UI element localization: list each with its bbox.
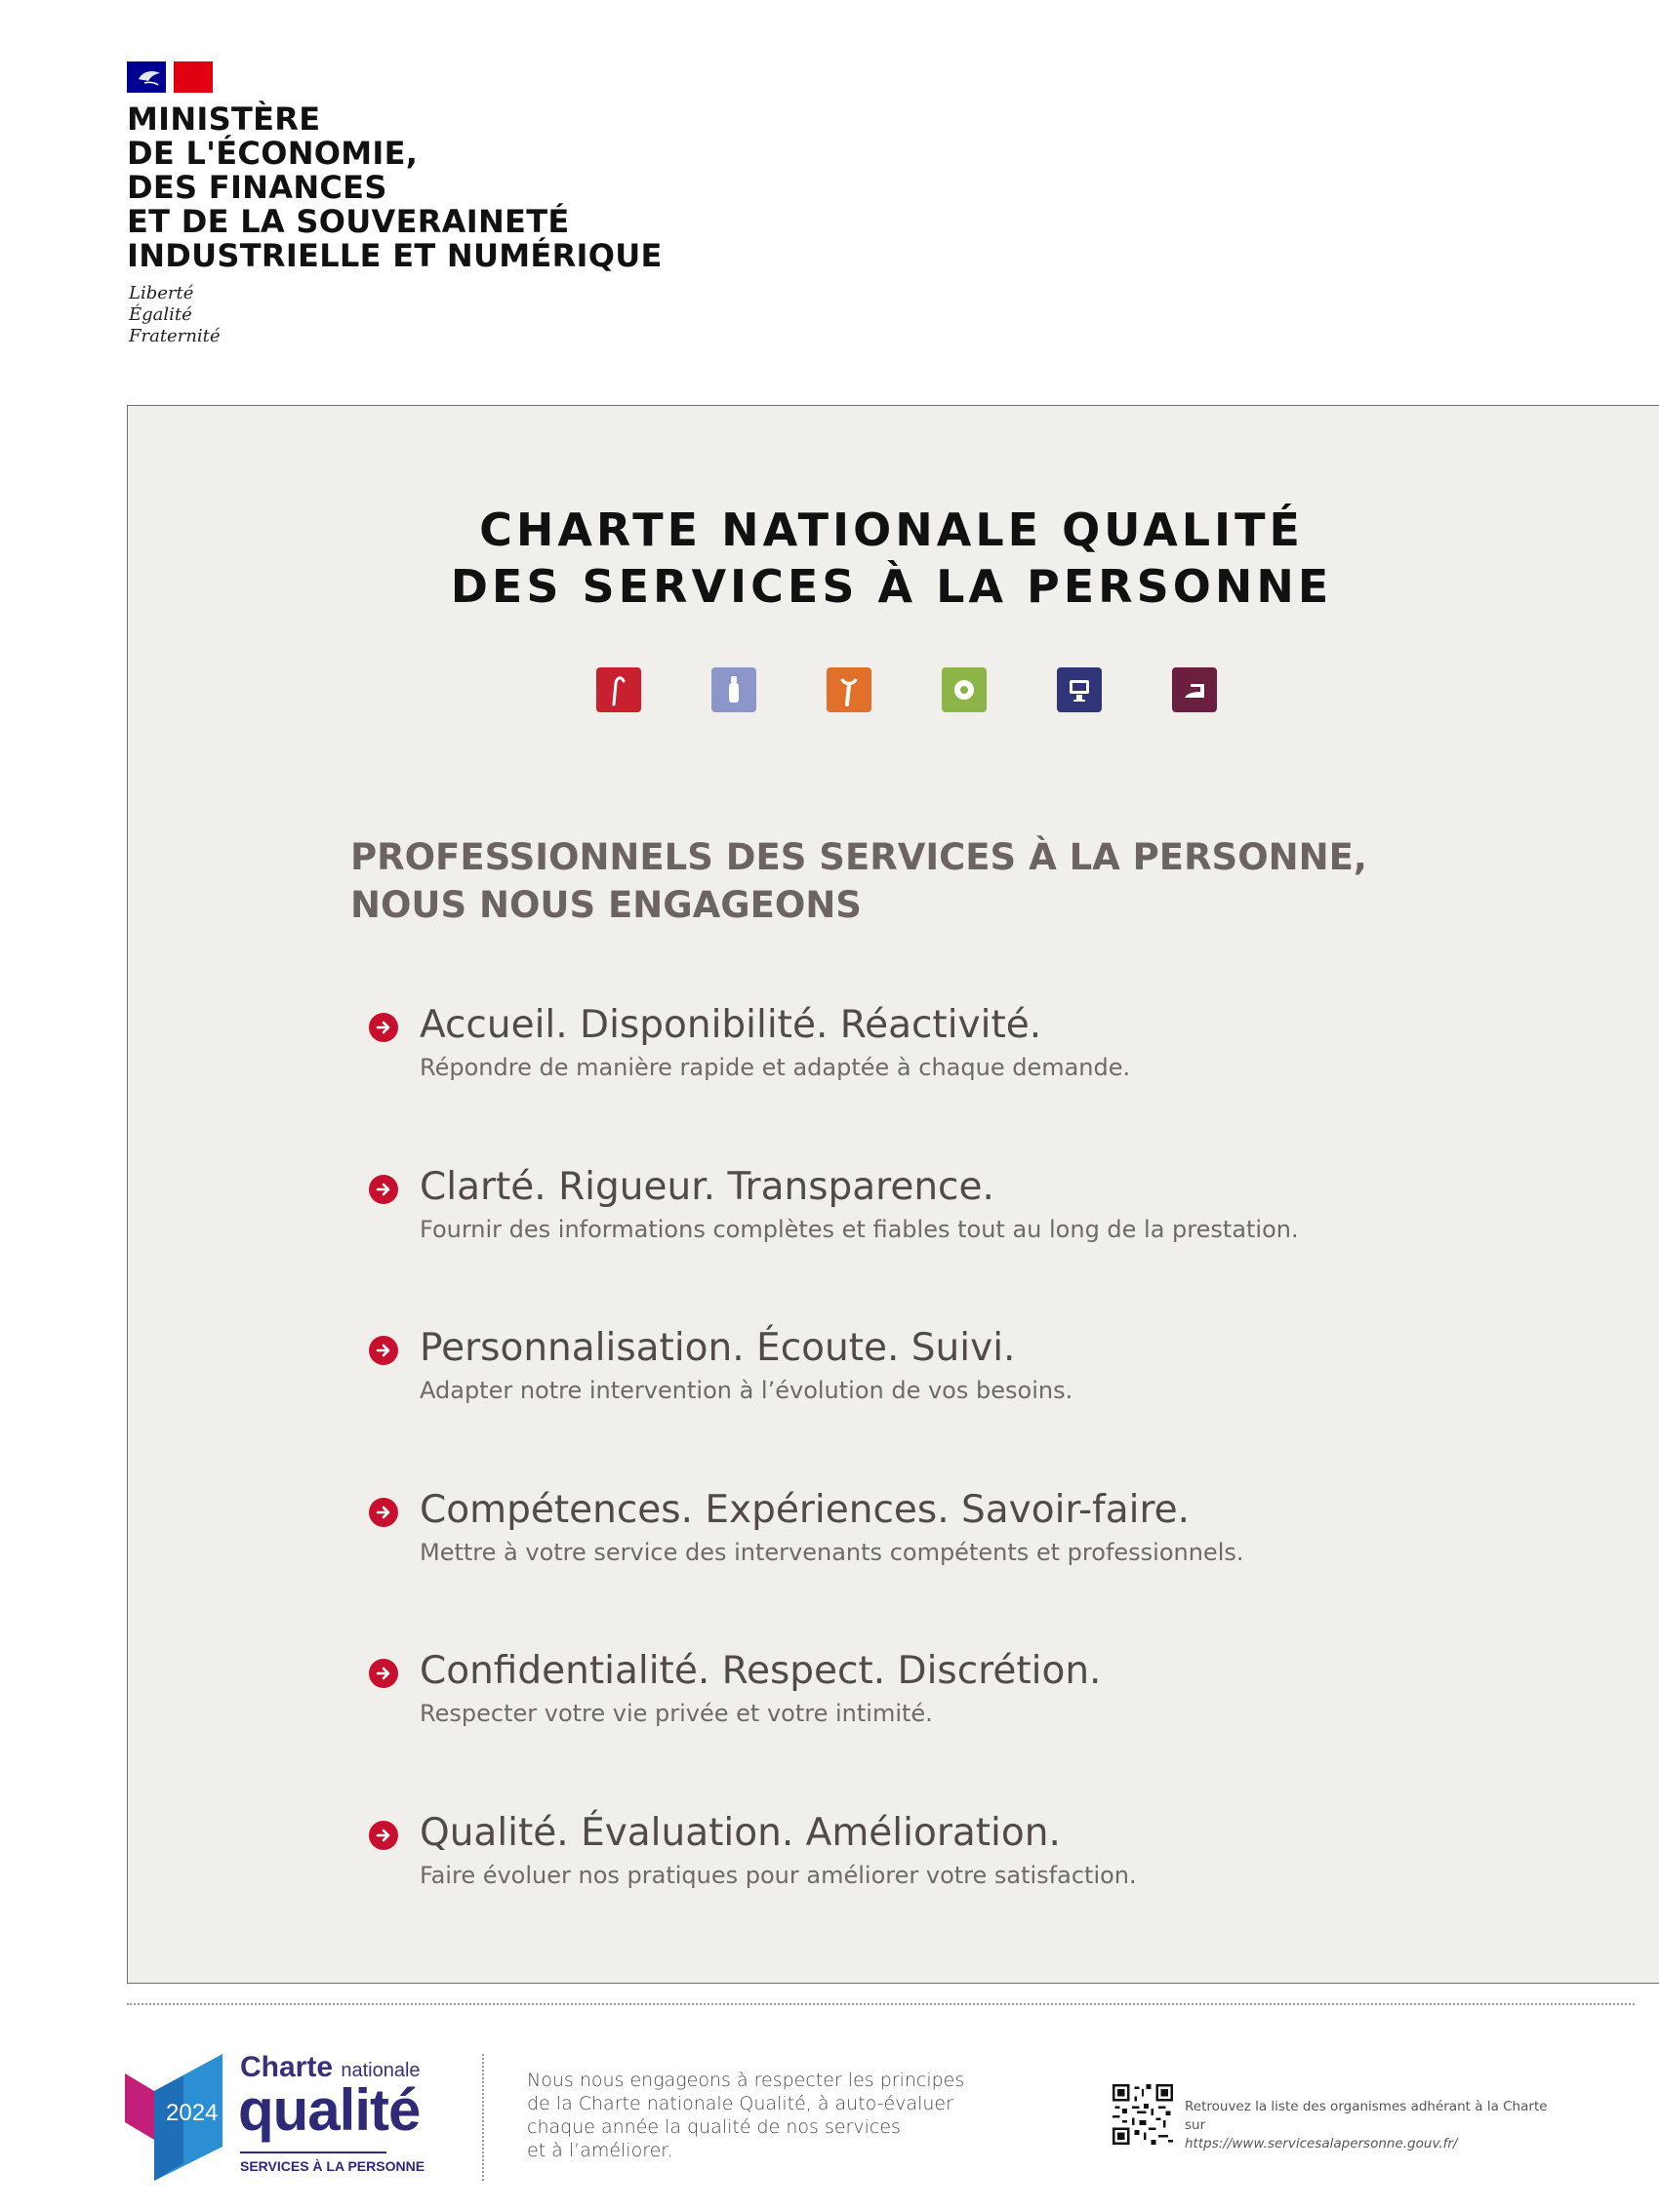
subheading-line: NOUS NOUS ENGAGEONS [350,884,862,926]
footer-separator [482,2054,484,2181]
cane-icon [596,667,641,712]
marianne-flag-logo [127,61,213,93]
website-link[interactable]: https://www.servicesalapersonne.gouv.fr/ [1185,2136,1458,2152]
qr-code-icon[interactable] [1113,2084,1173,2145]
charter-panel [127,405,1659,1984]
motto-line: Égalité [129,304,192,325]
commitment-title: Compétences. Expériences. Savoir-faire. [420,1488,1191,1532]
label-nationale: nationale [341,2060,421,2081]
qr-note-line: Retrouvez la liste des organismes adhérant à la Charte [1185,2099,1548,2114]
commitment-title: Accueil. Disponibilité. Réactivité. [420,1003,1042,1047]
commitment-description: Adapter notre intervention à l’évolution de vos besoins. [420,1377,1073,1404]
title-line: DES SERVICES À LA PERSONNE [450,560,1333,613]
arrow-right-icon [369,1013,398,1042]
commitment-title: Clarté. Rigueur. Transparence. [420,1165,994,1209]
ministry-line: ET DE LA SOUVERAINETÉ [127,203,570,240]
motto-line: Fraternité [129,326,221,346]
ministry-line: MINISTÈRE [127,101,321,138]
service-icons [596,667,1250,718]
tools-icon [827,667,871,712]
arrow-right-icon [369,1659,398,1688]
motto-line: Liberté [129,283,194,303]
commitment-heading [350,833,1367,929]
arrow-right-icon [369,1336,398,1365]
label-services: SERVICES À LA PERSONNE [240,2158,425,2174]
marianne-icon [131,65,166,89]
ministry-line: INDUSTRIELLE ET NUMÉRIQUE [127,237,663,274]
flower-icon [942,667,987,712]
republic-motto [129,283,221,347]
charter-title [128,502,1655,615]
pledge-text [527,2069,964,2162]
arrow-right-icon [369,1821,398,1850]
pledge-line: et à l’améliorer. [527,2140,673,2161]
commitment-description: Répondre de manière rapide et adaptée à chaque demande. [420,1054,1131,1081]
iron-icon [1172,667,1217,712]
label-qualite: qualité [238,2077,421,2143]
arrow-right-icon [369,1498,398,1527]
pledge-line: Nous nous engageons à respecter les principes [527,2070,965,2091]
footer-divider [127,2003,1635,2005]
commitment-description: Mettre à votre service des intervenants compétents et professionnels. [420,1539,1244,1566]
baby-bottle-icon [711,667,756,712]
computer-icon [1057,667,1102,712]
commitment-title: Qualité. Évaluation. Amélioration. [420,1811,1061,1855]
label-charte: Charte nationale [240,2051,421,2083]
title-line: CHARTE NATIONALE QUALITÉ [479,503,1304,556]
pledge-line: chaque année la qualité de nos services [527,2116,901,2138]
commitment-title: Confidentialité. Respect. Discrétion. [420,1649,1102,1693]
ministry-line: DES FINANCES [127,169,387,206]
qr-note [1185,2098,1548,2153]
qr-note-line: sur https://www.servicesalapersonne.gouv.fr/ [1185,2117,1458,2152]
charter-quality-label [125,2049,425,2186]
commitment-description: Fournir des informations complètes et fiables tout au long de la prestation. [420,1216,1299,1243]
subheading-line: PROFESSIONNELS DES SERVICES À LA PERSONNE, [350,836,1367,878]
commitment-title: Personnalisation. Écoute. Suivi. [420,1326,1016,1370]
ministry-line: DE L'ÉCONOMIE, [127,135,419,172]
ministry-name [127,102,663,273]
commitment-description: Respecter votre vie privée et votre intimité. [420,1700,933,1727]
pledge-line: de la Charte nationale Qualité, à auto-évaluer [527,2093,953,2114]
commitment-description: Faire évoluer nos pratiques pour améliorer votre satisfaction. [420,1862,1137,1889]
label-year: 2024 [166,2100,219,2126]
arrow-right-icon [369,1175,398,1204]
